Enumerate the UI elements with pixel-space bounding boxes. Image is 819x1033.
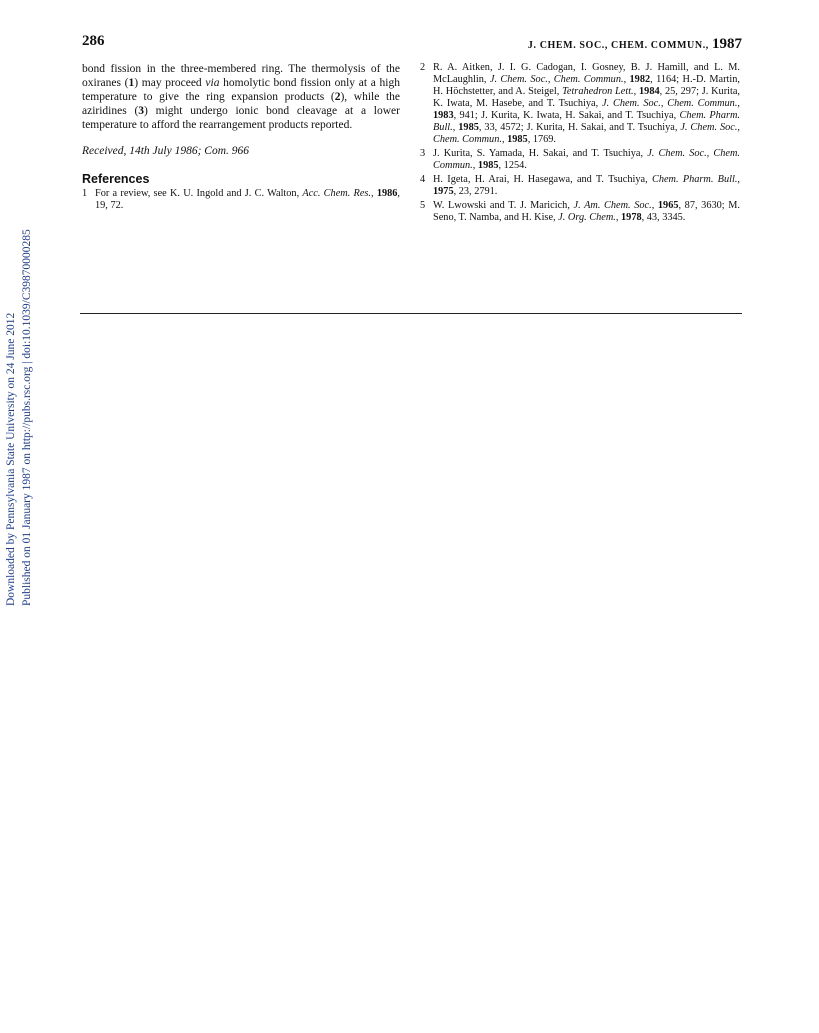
reference-item: [82, 188, 400, 212]
reference-text: J. Kurita, S. Yamada, H. Sakai, and T. Tsuchiya, J. Chem. Soc., Chem. Commun., 1985, 1254.: [433, 148, 740, 171]
reference-item: [420, 62, 740, 146]
reference-number: 1: [82, 188, 88, 199]
reference-item: [420, 200, 740, 224]
reference-item: [420, 174, 740, 198]
horizontal-rule: [80, 313, 742, 314]
reference-text: R. A. Aitken, J. I. G. Cadogan, I. Gosney, B. J. Hamill, and L. M. McLaughlin, J. Chem. Soc., Chem. Commun., 1982, 1164; H.-D. Martin, H. Höchstetter, and A. Steigel, Tetrahedron Lett., 1984, 25, 297; J. Kurita, K. Iwata, M. Hasebe, and T. Tsuchiya, J. Chem. Soc., Chem. Commun., 1983, 941; J. Kurita, K. Iwata, H. Sakai, and T. Tsuchiya, Chem. Pharm. Bull., 1985, 33, 4572; J. Kurita, H. Sakai, and T. Tsuchiya, J. Chem. Soc., Chem. Commun., 1985, 1769.: [433, 62, 740, 145]
references-heading: References: [82, 172, 150, 186]
reference-item: [420, 148, 740, 172]
reference-text: For a review, see K. U. Ingold and J. C. Walton, Acc. Chem. Res., 1986, 19, 72.: [95, 188, 400, 211]
right-column: [420, 62, 740, 226]
journal-year: 1987: [712, 36, 742, 52]
received-line: Received, 14th July 1986; Com. 966: [82, 145, 250, 157]
reference-text: W. Lwowski and T. J. Maricich, J. Am. Chem. Soc., 1965, 87, 3630; M. Seno, T. Namba, and H. Kise, J. Org. Chem., 1978, 43, 3345.: [433, 200, 740, 223]
download-side-note: [3, 229, 37, 606]
reference-number: 3: [420, 148, 426, 159]
reference-number: 2: [420, 62, 426, 73]
published-note: Published on 01 January 1987 on http://pubs.rsc.org | doi:10.1039/C39870000285: [21, 229, 33, 606]
left-column: [82, 62, 400, 214]
reference-number: 4: [420, 174, 426, 185]
page-number: 286: [82, 33, 105, 49]
reference-text: H. Igeta, H. Arai, H. Hasegawa, and T. Tsuchiya, Chem. Pharm. Bull., 1975, 23, 2791.: [433, 174, 740, 197]
journal-name: J. CHEM. SOC., CHEM. COMMUN.,: [527, 40, 709, 51]
running-head: [528, 36, 742, 53]
reference-number: 5: [420, 200, 426, 211]
body-paragraph: bond fission in the three-membered ring. The thermolysis of the oxiranes (1) may proceed via homolytic bond fission only at a high temperature to give the ring expansion products (2), while the aziridines (3) might undergo ionic bond cleavage at a lower temperature to afford the rearrangement products reported.: [82, 63, 400, 131]
download-note: Downloaded by Pennsylvania State University on 24 June 2012: [5, 312, 17, 606]
